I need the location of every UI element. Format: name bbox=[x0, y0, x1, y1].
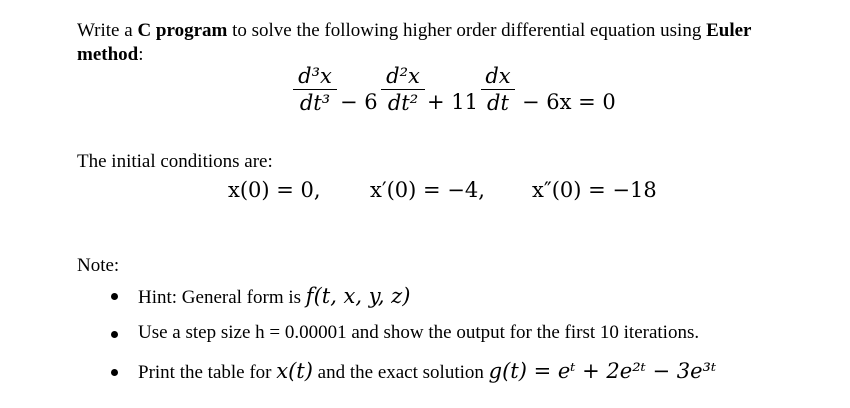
equation-minus-6: − 6 bbox=[340, 90, 378, 114]
print-mid: and the exact solution bbox=[312, 362, 489, 383]
bullet-icon bbox=[111, 369, 118, 376]
print-pre: Print the table for bbox=[138, 362, 277, 383]
fraction-d2x-dt2 bbox=[381, 64, 425, 115]
fraction-numerator: dx bbox=[485, 64, 511, 88]
print-math-g: g(t) = eᵗ + 2e²ᵗ − 3e³ᵗ bbox=[488, 359, 717, 383]
task-line-1 bbox=[77, 20, 751, 42]
fraction-numerator: d³x bbox=[298, 64, 332, 88]
equation-plus-11: + 11 bbox=[427, 90, 478, 114]
initial-conditions-label: The initial conditions are: bbox=[77, 151, 273, 172]
fraction-dx-dt bbox=[481, 64, 515, 115]
fraction-bar bbox=[381, 89, 425, 90]
task-bold-euler: Euler bbox=[706, 20, 752, 41]
fraction-numerator: d²x bbox=[386, 64, 420, 88]
fraction-bar bbox=[293, 89, 337, 90]
fraction-bar bbox=[481, 89, 515, 90]
task-colon: : bbox=[138, 44, 144, 65]
fraction-denominator: dt² bbox=[387, 91, 419, 115]
initial-condition-x0: x(0) = 0, bbox=[228, 178, 321, 202]
hint-math: f(t, x, y, z) bbox=[305, 284, 411, 308]
task-prefix: Write a bbox=[77, 20, 138, 41]
initial-condition-x-double-prime-0: x″(0) = −18 bbox=[532, 178, 657, 202]
note-label: Note: bbox=[77, 255, 120, 276]
print-math-x: x(t) bbox=[276, 359, 313, 383]
initial-condition-x-prime-0: x′(0) = −4, bbox=[370, 178, 485, 202]
note-item-print-table bbox=[138, 359, 716, 384]
fraction-denominator: dt³ bbox=[299, 91, 331, 115]
equation-rest: − 6x = 0 bbox=[522, 90, 616, 114]
bullet-icon bbox=[111, 331, 118, 338]
fraction-d3x-dt3 bbox=[293, 64, 337, 115]
note-item-step-size: Use a step size h = 0.00001 and show the output for the first 10 iterations. bbox=[138, 322, 700, 343]
task-middle: to solve the following higher order differential equation using bbox=[227, 20, 707, 41]
task-line-2 bbox=[77, 44, 144, 66]
task-bold-c: C program bbox=[137, 20, 228, 41]
note-item-hint bbox=[138, 284, 410, 309]
hint-text: Hint: General form is bbox=[138, 287, 306, 308]
bullet-icon bbox=[111, 293, 118, 300]
task-bold-method: method bbox=[77, 44, 139, 65]
fraction-denominator: dt bbox=[487, 91, 509, 115]
